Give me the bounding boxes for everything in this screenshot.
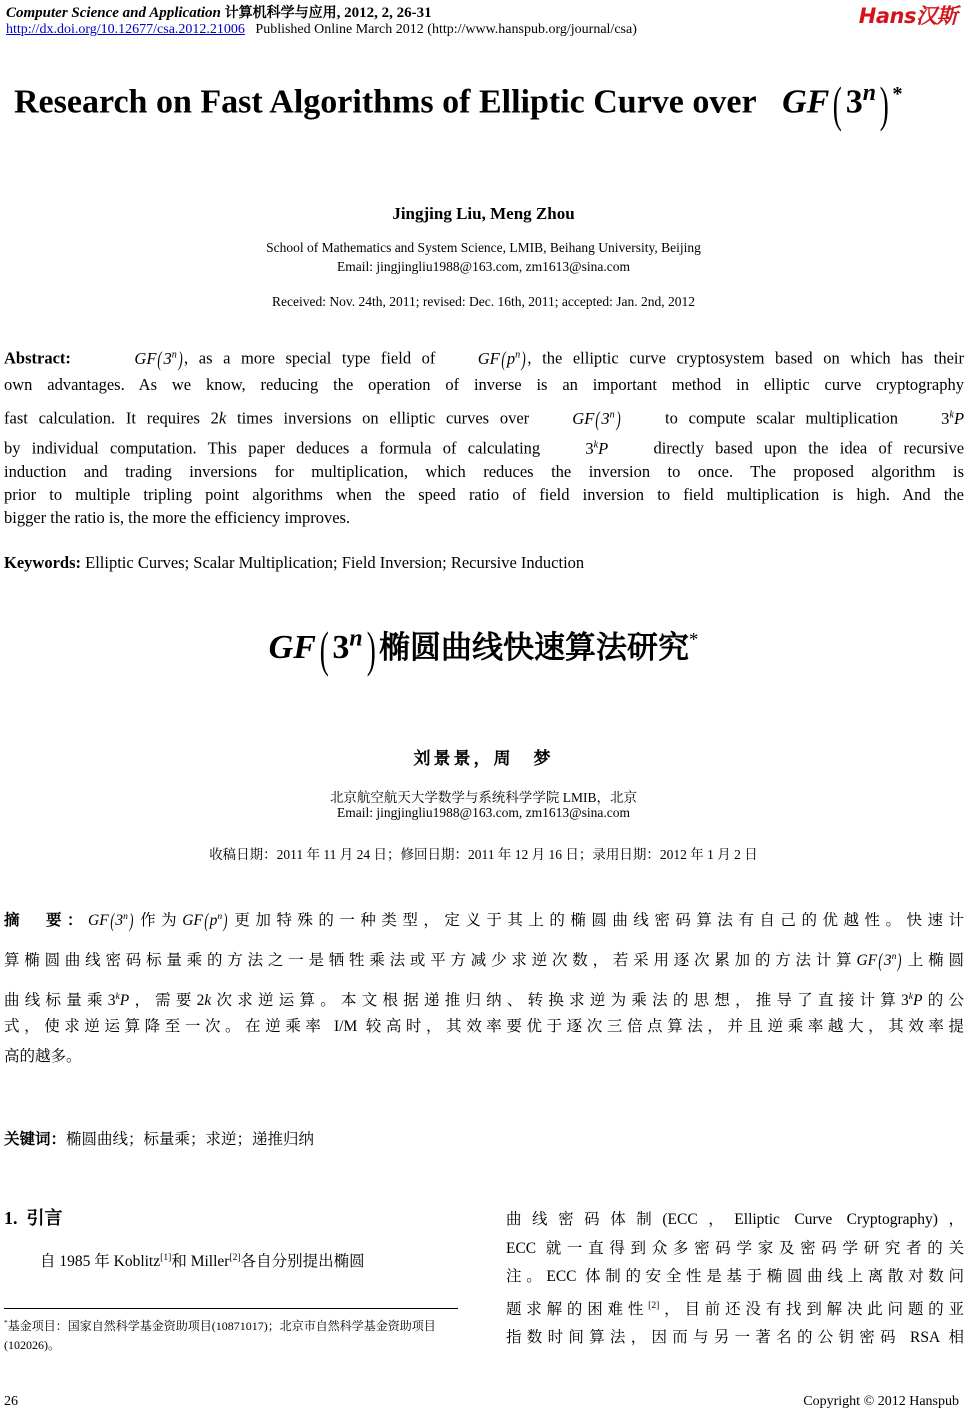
abstract-cn-line: 摘 要：GF(3$^n$)作为$GF(p^n)$更加特殊的一种类型，定义于其上的椭圆曲线密码算法有自己的优越性。快速计 [4, 910, 964, 933]
abstract-line: Abstract: GF(3$^n$), as a more special type field of $GF(p^n)$, the elliptic curve cryptosystem based on which has their [4, 346, 965, 371]
title-field: GF [782, 83, 830, 121]
abstract-cn-label: 摘 要： [4, 911, 89, 930]
abstract-line: own advantages. As we know, reducing the operation of inverse is an important method in elliptic curve cryptography [4, 375, 964, 394]
math-gf3n: GF(3$^n$) [572, 406, 621, 431]
abstract-line: induction and trading inversions for multiplication, which reduces the inversion to once. The proposed algorithm is [4, 462, 964, 481]
abstract-line: by individual computation. This paper deduces a formula of calculating 3$^k$P directly based upon the idea of recursive [4, 438, 965, 458]
authors-cn: 刘景景，周 梦 [413, 749, 554, 769]
page-number: 26 [4, 1394, 18, 1409]
math-gf3n: GF(3$^n$) [856, 950, 902, 973]
keywords-cn-text: 椭圆曲线；标量乘；求逆；递推归纳 [66, 1131, 315, 1148]
abstract-line: bigger the ratio is, the more the efficiency improves. [4, 508, 351, 527]
citation-ref[interactable]: [2] [648, 1299, 660, 1311]
title-field: GF [268, 629, 316, 666]
abstract-line: fast calculation. It requires 2k times inversions on elliptic curves over GF(3$^n$) to compute scalar multiplication 3$^k$P [4, 406, 965, 431]
abstract-line: prior to multiple tripling point algorithms when the speed ratio of field inversion to field multiplication is high. And the [4, 485, 964, 504]
footnote-divider [4, 1308, 458, 1309]
journal-name-cn: 计算机科学与应用 [224, 5, 337, 21]
math-3kp: 3$^k$P [107, 991, 130, 1010]
intro-line: ECC 就一直得到众多密码学家及密码学研究者的关 [506, 1239, 964, 1257]
abstract-cn-line: 高的越多。 [4, 1048, 82, 1065]
citation-ref[interactable]: [1] [160, 1252, 172, 1263]
keywords-cn-label: 关键词： [4, 1130, 67, 1148]
title-text: Research on Fast Algorithms of Elliptic Curve over [14, 83, 757, 121]
left-column [4, 1204, 460, 1276]
doi-link[interactable]: http://dx.doi.org/10.12677/csa.2012.21006 [6, 22, 245, 37]
open-paren: ( [832, 76, 843, 132]
abstract-cn-line: 算椭圆曲线密码标量乘的方法之一是牺牲乘法或平方减少求逆次数，若采用逐次累加的方法计算GF(3$^n$)上椭圆 [4, 950, 964, 973]
section-heading: 1. 引言 [4, 1208, 63, 1229]
title-base: 3 [845, 83, 863, 121]
email-en: Email: jingjingliu1988@163.com, zm1613@sina.com [337, 259, 630, 274]
intro-line: 指数时间算法，因而与另一著名的公钥密码 RSA 相 [506, 1329, 964, 1347]
keywords-cn [4, 1128, 964, 1152]
footnote: *基金项目：国家自然科学基金资助项目(10871017)；北京市自然科学基金资助项目(102026)。 [4, 1318, 436, 1352]
title-star: * [892, 83, 903, 105]
doi-line [6, 22, 637, 38]
paper-title-en [14, 76, 903, 132]
published-info: Published Online March 2012 (http://www.hanspub.org/journal/csa) [255, 22, 637, 37]
email-cn: Email: jingjingliu1988@163.com, zm1613@sina.com [337, 805, 630, 820]
journal-name-en: Computer Science and Application [6, 5, 221, 21]
citation: , 2012, 2, 26-31 [336, 5, 432, 21]
title-cn-text: 椭圆曲线快速算法研究 [378, 630, 689, 666]
intro-line: 题求解的困难性[2]，目前还没有找到解决此问题的亚 [506, 1299, 964, 1318]
math-gf3n: GF(3$^n$) [134, 346, 183, 371]
math-3kp: 3$^k$P [901, 991, 923, 1010]
right-column [506, 1206, 964, 1353]
intro-line: 注。ECC 体制的安全性是基于椭圆曲线上离散对数问 [506, 1268, 964, 1285]
keywords-label: Keywords: [4, 553, 81, 572]
math-3kp: 3$^k$P [585, 438, 609, 458]
keywords-text: Elliptic Curves; Scalar Multiplication; Field Inversion; Recursive Induction [85, 553, 585, 572]
intro-paragraph-left: 自 1985 年 Koblitz[1]和 Miller[2]各自分别提出椭圆 [40, 1252, 365, 1271]
hanspub-logo: Hans汉斯 [858, 4, 957, 28]
abstract-en [4, 340, 964, 529]
affiliation-cn: 北京航空航天大学数学与系统科学学院 LMIB，北京 [329, 790, 638, 805]
received-en: Received: Nov. 24th, 2011; revised: Dec. 16th, 2011; accepted: Jan. 2nd, 2012 [272, 294, 695, 309]
abstract-cn [4, 902, 964, 1072]
journal-header [6, 2, 432, 22]
math-3kp: 3$^k$P [941, 408, 965, 428]
copyright: Copyright © 2012 Hanspub [803, 1394, 959, 1409]
received-cn: 收稿日期：2011 年 11 月 24 日；修回日期：2011 年 12 月 16 日；录用日期：2012 年 1 月 2 日 [209, 847, 758, 862]
authors-en: Jingjing Liu, Meng Zhou [392, 204, 575, 223]
affiliation-en: School of Mathematics and System Science, LMIB, Beihang University, Beijing [266, 240, 701, 255]
math-gfpn: $GF(p^n)$ [182, 910, 228, 933]
math-gfpn: $GF(p^n)$ [477, 346, 526, 371]
abstract-cn-line: 式，使求逆运算降至一次。在逆乘率 I/M 较高时，其效率要优于逐次三倍点算法，并且逆乘率越大，其效率提 [4, 1018, 964, 1035]
abstract-cn-line: 曲线标量乘3$^k$P，需要2k次求逆运算。本文根据递推归纳、转换求逆为乘法的思想，推导了直接计算3$^k$P的公 [4, 991, 964, 1010]
math-gf3n: GF(3$^n$) [88, 910, 134, 933]
close-paren: ) [879, 76, 889, 132]
intro-line: 曲线密码体制(ECC，Elliptic Curve Cryptography)， [506, 1211, 964, 1228]
abstract-label: Abstract: [4, 348, 71, 368]
keywords-en [4, 552, 964, 575]
title-exp: n [862, 80, 876, 106]
paper-title-cn: GF( 3$^n$) 椭圆曲线快速算法研究* [268, 622, 699, 678]
citation-ref[interactable]: [2] [229, 1252, 241, 1263]
